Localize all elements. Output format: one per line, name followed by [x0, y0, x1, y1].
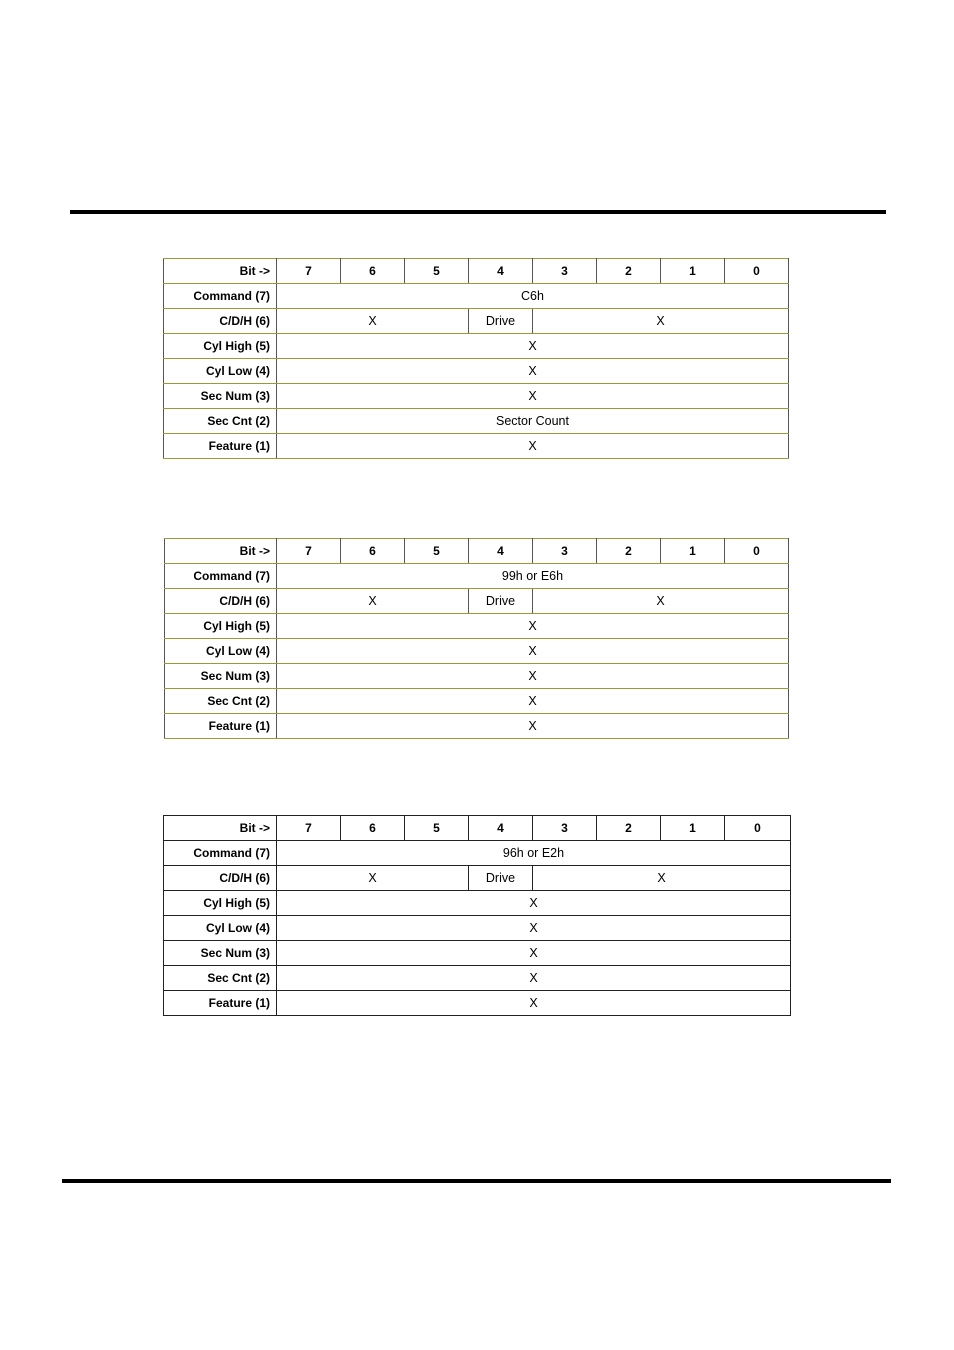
top-rule: [70, 210, 886, 214]
cyl-low-value: X: [277, 916, 791, 941]
bit-header-row: [164, 816, 791, 841]
cyl-high-row: [165, 614, 789, 639]
bit-6: 6: [341, 816, 405, 841]
feature-label: Feature (1): [165, 714, 277, 739]
cdh-right-value: X: [533, 309, 789, 334]
bit-4: 4: [469, 539, 533, 564]
sec-cnt-row: [164, 966, 791, 991]
cdh-row: [164, 866, 791, 891]
bit-label: Bit ->: [164, 259, 277, 284]
cdh-drive-value: Drive: [469, 866, 533, 891]
cyl-high-row: [164, 334, 789, 359]
command-row: [164, 841, 791, 866]
cdh-left-value: X: [277, 589, 469, 614]
feature-label: Feature (1): [164, 991, 277, 1016]
command-value: C6h: [277, 284, 789, 309]
sec-num-value: X: [277, 384, 789, 409]
sec-num-label: Sec Num (3): [165, 664, 277, 689]
bit-3: 3: [533, 259, 597, 284]
sec-cnt-value: X: [277, 689, 789, 714]
command-label: Command (7): [164, 841, 277, 866]
sec-num-value: X: [277, 664, 789, 689]
cdh-row: [165, 589, 789, 614]
sec-cnt-row: [164, 409, 789, 434]
cdh-label: C/D/H (6): [164, 309, 277, 334]
bit-0: 0: [725, 539, 789, 564]
cyl-high-label: Cyl High (5): [164, 334, 277, 359]
feature-row: [164, 434, 789, 459]
cyl-high-label: Cyl High (5): [165, 614, 277, 639]
cdh-drive-value: Drive: [469, 309, 533, 334]
bit-4: 4: [469, 259, 533, 284]
bit-label: Bit ->: [165, 539, 277, 564]
feature-label: Feature (1): [164, 434, 277, 459]
cyl-low-row: [164, 916, 791, 941]
bit-5: 5: [405, 816, 469, 841]
sec-num-value: X: [277, 941, 791, 966]
bit-3: 3: [533, 539, 597, 564]
bit-4: 4: [469, 816, 533, 841]
sec-cnt-label: Sec Cnt (2): [165, 689, 277, 714]
bit-3: 3: [533, 816, 597, 841]
register-table-1: [163, 258, 789, 459]
cyl-low-label: Cyl Low (4): [164, 916, 277, 941]
bit-7: 7: [277, 259, 341, 284]
cdh-right-value: X: [533, 866, 791, 891]
cyl-high-value: X: [277, 891, 791, 916]
cdh-label: C/D/H (6): [164, 866, 277, 891]
cyl-low-row: [164, 359, 789, 384]
cdh-right-value: X: [533, 589, 789, 614]
bit-2: 2: [597, 816, 661, 841]
bit-header-row: [164, 259, 789, 284]
cdh-label: C/D/H (6): [165, 589, 277, 614]
bit-1: 1: [661, 259, 725, 284]
feature-value: X: [277, 714, 789, 739]
cyl-low-value: X: [277, 639, 789, 664]
cyl-high-value: X: [277, 334, 789, 359]
bit-0: 0: [725, 259, 789, 284]
bit-5: 5: [405, 259, 469, 284]
bit-6: 6: [341, 539, 405, 564]
cdh-row: [164, 309, 789, 334]
command-row: [165, 564, 789, 589]
bit-7: 7: [277, 816, 341, 841]
bit-label: Bit ->: [164, 816, 277, 841]
command-value: 99h or E6h: [277, 564, 789, 589]
feature-value: X: [277, 434, 789, 459]
bit-6: 6: [341, 259, 405, 284]
command-row: [164, 284, 789, 309]
sec-num-row: [164, 384, 789, 409]
feature-value: X: [277, 991, 791, 1016]
command-value: 96h or E2h: [277, 841, 791, 866]
cdh-left-value: X: [277, 309, 469, 334]
sec-cnt-row: [165, 689, 789, 714]
bit-5: 5: [405, 539, 469, 564]
cyl-high-row: [164, 891, 791, 916]
command-label: Command (7): [164, 284, 277, 309]
cyl-high-label: Cyl High (5): [164, 891, 277, 916]
bit-2: 2: [597, 539, 661, 564]
cyl-high-value: X: [277, 614, 789, 639]
bit-7: 7: [277, 539, 341, 564]
sec-cnt-label: Sec Cnt (2): [164, 409, 277, 434]
cdh-drive-value: Drive: [469, 589, 533, 614]
bottom-rule: [62, 1179, 891, 1183]
bit-1: 1: [661, 816, 725, 841]
bit-1: 1: [661, 539, 725, 564]
cyl-low-row: [165, 639, 789, 664]
sec-cnt-value: Sector Count: [277, 409, 789, 434]
sec-num-row: [164, 941, 791, 966]
register-table-2: [164, 538, 789, 739]
cyl-low-value: X: [277, 359, 789, 384]
cdh-left-value: X: [277, 866, 469, 891]
bit-0: 0: [725, 816, 791, 841]
bit-header-row: [165, 539, 789, 564]
sec-cnt-label: Sec Cnt (2): [164, 966, 277, 991]
feature-row: [164, 991, 791, 1016]
bit-2: 2: [597, 259, 661, 284]
cyl-low-label: Cyl Low (4): [165, 639, 277, 664]
command-label: Command (7): [165, 564, 277, 589]
sec-cnt-value: X: [277, 966, 791, 991]
cyl-low-label: Cyl Low (4): [164, 359, 277, 384]
sec-num-row: [165, 664, 789, 689]
register-table-3: [163, 815, 791, 1016]
feature-row: [165, 714, 789, 739]
sec-num-label: Sec Num (3): [164, 941, 277, 966]
sec-num-label: Sec Num (3): [164, 384, 277, 409]
